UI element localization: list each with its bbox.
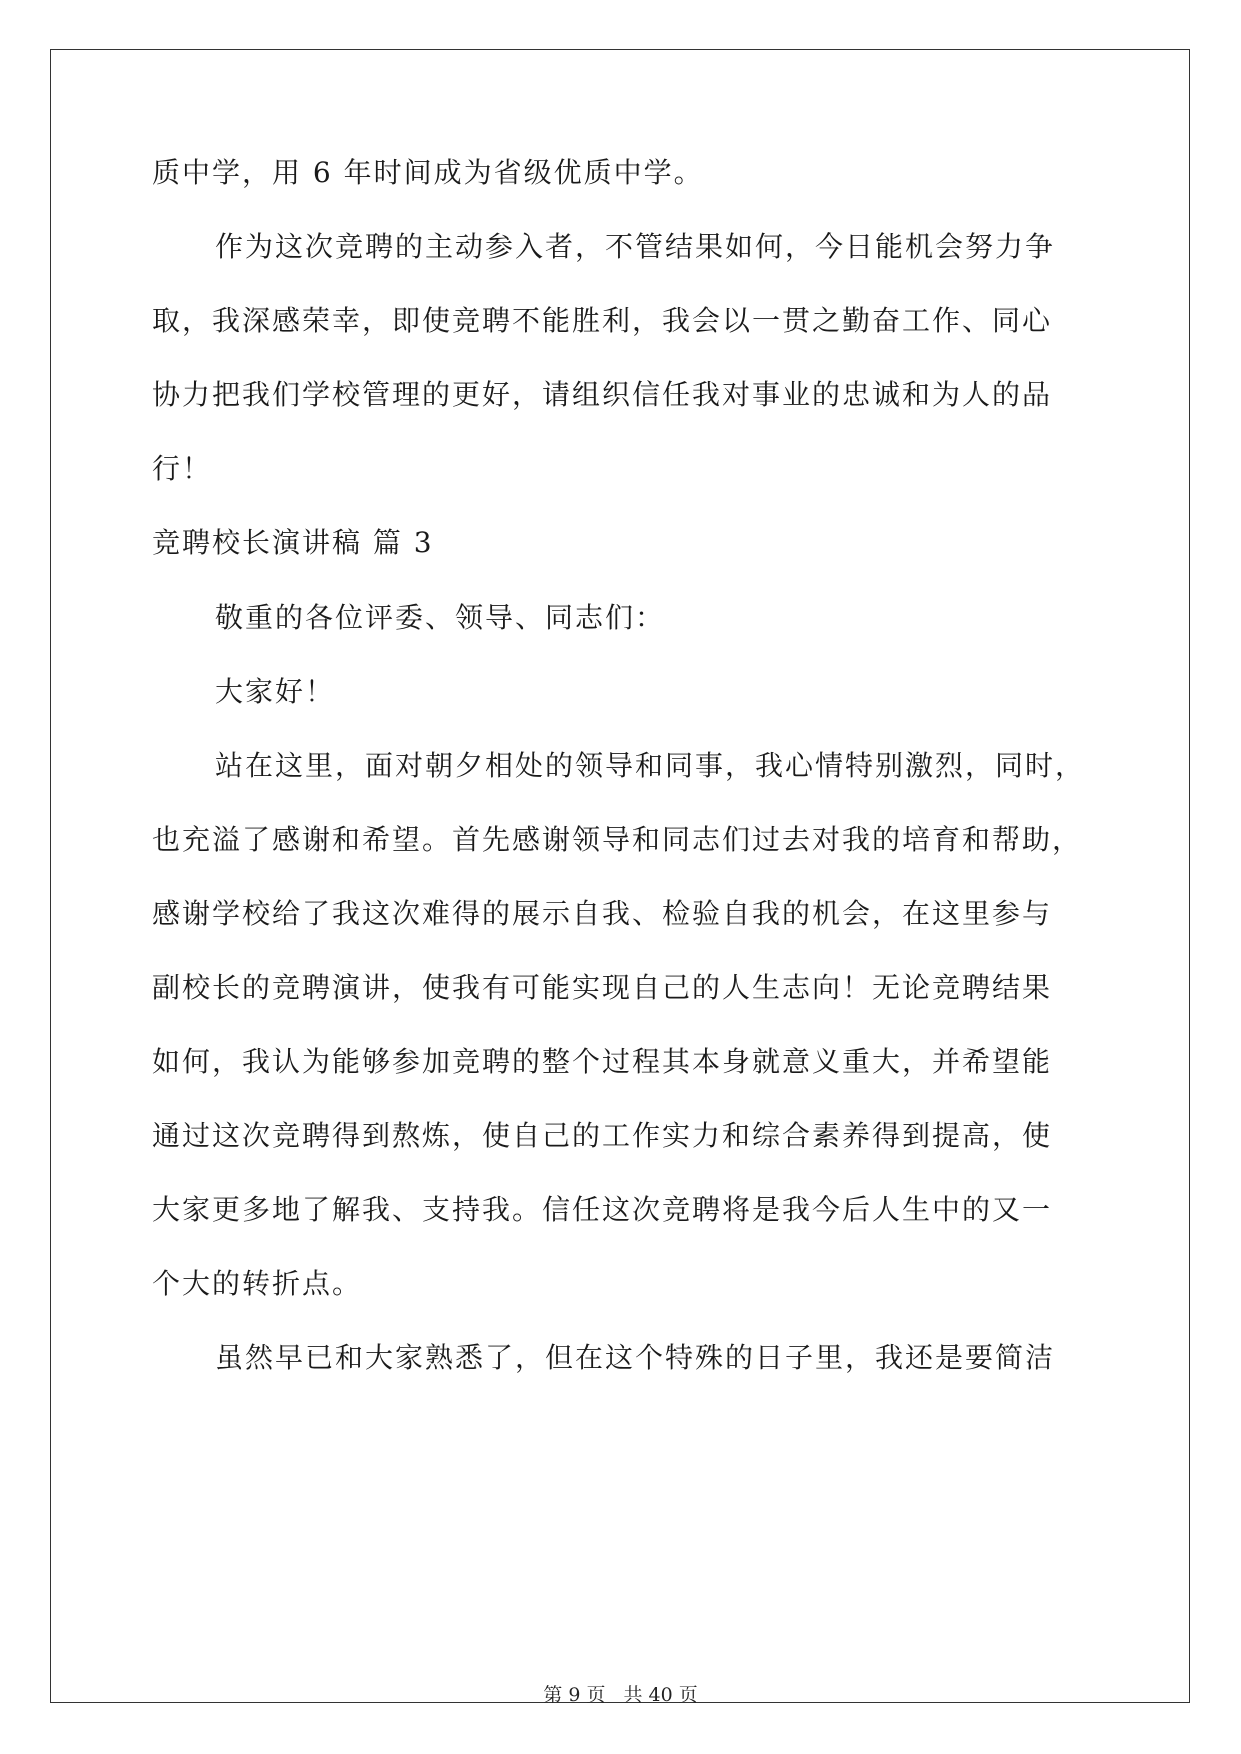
body-line: 行！: [152, 452, 213, 485]
body-line: 作为这次竞聘的主动参入者，不管结果如何，今日能机会努力争: [215, 230, 1056, 263]
body-line: 大家更多地了解我、支持我。信任这次竞聘将是我今后人生中的又一: [152, 1193, 1053, 1226]
body-line: 如何，我认为能够参加竞聘的整个过程其本身就意义重大，并希望能: [152, 1045, 1053, 1078]
body-line: 虽然早已和大家熟悉了，但在这个特殊的日子里，我还是要简洁: [215, 1341, 1056, 1374]
page-total: 共 40 页: [623, 1684, 698, 1706]
body-line: 副校长的竞聘演讲，使我有可能实现自己的人生志向！无论竞聘结果: [152, 971, 1053, 1004]
section-heading: 竞聘校长演讲稿 篇 3: [152, 526, 434, 559]
body-line: 质中学，用 6 年时间成为省级优质中学。: [152, 156, 704, 189]
page-number: 第 9 页: [543, 1684, 606, 1706]
page-border: [50, 49, 1190, 1703]
greeting: 大家好！: [215, 675, 336, 708]
page-footer: [0, 1683, 1241, 1707]
body-line: 通过这次竞聘得到熬炼，使自己的工作实力和综合素养得到提高，使: [152, 1119, 1053, 1152]
body-line: 也充溢了感谢和希望。首先感谢领导和同志们过去对我的培育和帮助，: [152, 823, 1083, 856]
salutation: 敬重的各位评委、领导、同志们：: [215, 601, 666, 634]
body-line: 站在这里，面对朝夕相处的领导和同事，我心情特别激烈，同时，: [215, 749, 1086, 782]
body-line: 取，我深感荣幸，即使竞聘不能胜利，我会以一贯之勤奋工作、同心: [152, 304, 1053, 337]
body-line: 协力把我们学校管理的更好，请组织信任我对事业的忠诚和为人的品: [152, 378, 1053, 411]
body-line: 感谢学校给了我这次难得的展示自我、检验自我的机会，在这里参与: [152, 897, 1053, 930]
body-line: 个大的转折点。: [152, 1267, 363, 1300]
